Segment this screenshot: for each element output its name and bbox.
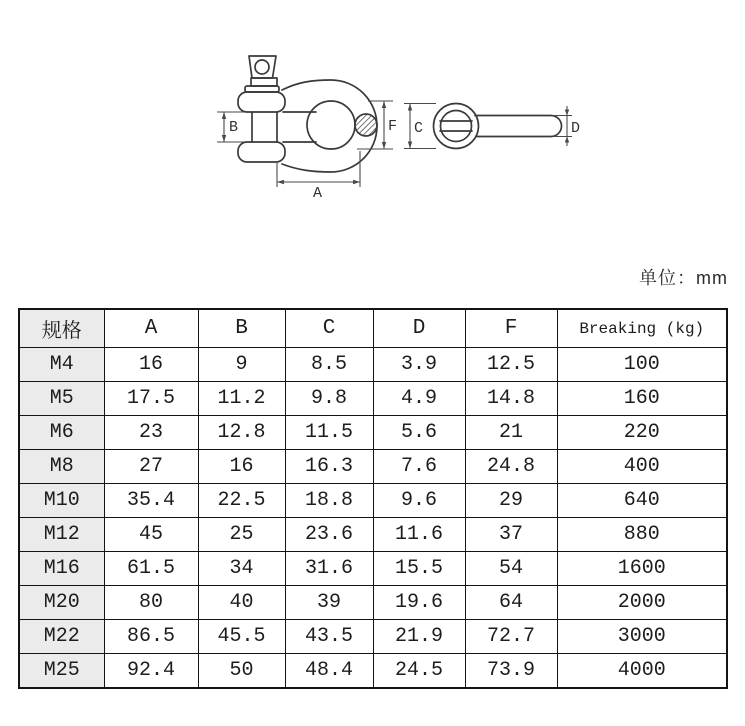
value-cell: 61.5 — [104, 552, 198, 586]
pin-head-hole — [255, 60, 269, 74]
value-cell: 23 — [104, 416, 198, 450]
value-cell: 11.5 — [285, 416, 373, 450]
value-cell: 37 — [465, 518, 557, 552]
value-cell: 15.5 — [373, 552, 465, 586]
table-row-m22 — [19, 620, 727, 654]
dimension-label-f: F — [388, 118, 398, 135]
spec-cell: M16 — [19, 552, 104, 586]
col-header-breaking: Breaking (kg) — [557, 309, 727, 348]
value-cell: 9.8 — [285, 382, 373, 416]
value-cell: 80 — [104, 586, 198, 620]
value-cell: 12.5 — [465, 348, 557, 382]
value-cell: 50 — [198, 654, 285, 689]
value-cell: 24.5 — [373, 654, 465, 689]
value-cell: 35.4 — [104, 484, 198, 518]
value-cell: 5.6 — [373, 416, 465, 450]
value-cell: 22.5 — [198, 484, 285, 518]
value-cell: 39 — [285, 586, 373, 620]
value-cell: 8.5 — [285, 348, 373, 382]
col-header-a: A — [104, 309, 198, 348]
value-cell: 12.8 — [198, 416, 285, 450]
value-cell: 16 — [198, 450, 285, 484]
value-cell: 4000 — [557, 654, 727, 689]
value-cell: 86.5 — [104, 620, 198, 654]
side-view-dimensions — [404, 104, 572, 149]
bow-cross-section-hatched — [355, 114, 377, 136]
value-cell: 24.8 — [465, 450, 557, 484]
shackle-bottom-ear — [238, 142, 285, 162]
value-cell: 45.5 — [198, 620, 285, 654]
table-row-m6 — [19, 416, 727, 450]
spec-table — [18, 308, 728, 689]
value-cell: 17.5 — [104, 382, 198, 416]
value-cell: 54 — [465, 552, 557, 586]
value-cell: 40 — [198, 586, 285, 620]
col-header-b: B — [198, 309, 285, 348]
value-cell: 43.5 — [285, 620, 373, 654]
value-cell: 7.6 — [373, 450, 465, 484]
value-cell: 19.6 — [373, 586, 465, 620]
value-cell: 31.6 — [285, 552, 373, 586]
value-cell: 220 — [557, 416, 727, 450]
value-cell: 880 — [557, 518, 727, 552]
pin-shaft-outline — [475, 116, 562, 137]
table-row-m20 — [19, 586, 727, 620]
col-header-spec: 规格 — [19, 309, 104, 348]
value-cell: 48.4 — [285, 654, 373, 689]
col-header-d: D — [373, 309, 465, 348]
spec-cell: M10 — [19, 484, 104, 518]
value-cell: 45 — [104, 518, 198, 552]
pin-side-view — [434, 104, 562, 149]
value-cell: 64 — [465, 586, 557, 620]
value-cell: 11.2 — [198, 382, 285, 416]
value-cell: 92.4 — [104, 654, 198, 689]
value-cell: 400 — [557, 450, 727, 484]
unit-note: 单位：mm — [639, 268, 728, 288]
value-cell: 25 — [198, 518, 285, 552]
value-cell: 21.9 — [373, 620, 465, 654]
spec-cell: M25 — [19, 654, 104, 689]
spec-cell: M20 — [19, 586, 104, 620]
table-row-m10 — [19, 484, 727, 518]
value-cell: 160 — [557, 382, 727, 416]
value-cell: 29 — [465, 484, 557, 518]
bow-opening-circle — [307, 101, 355, 149]
value-cell: 2000 — [557, 586, 727, 620]
value-cell: 73.9 — [465, 654, 557, 689]
table-row-m5 — [19, 382, 727, 416]
col-header-f: F — [465, 309, 557, 348]
header-row — [19, 309, 727, 348]
table-row-m4 — [19, 348, 727, 382]
value-cell: 100 — [557, 348, 727, 382]
spec-cell: M8 — [19, 450, 104, 484]
col-header-c: C — [285, 309, 373, 348]
value-cell: 27 — [104, 450, 198, 484]
pin-collar-shape — [251, 78, 277, 86]
dimension-label-d: D — [571, 120, 581, 137]
value-cell: 9 — [198, 348, 285, 382]
value-cell: 11.6 — [373, 518, 465, 552]
spec-cell: M4 — [19, 348, 104, 382]
table-row-m8 — [19, 450, 727, 484]
dimension-label-a: A — [313, 185, 323, 202]
value-cell: 34 — [198, 552, 285, 586]
table-row-m25 — [19, 654, 727, 689]
spec-cell: M5 — [19, 382, 104, 416]
shackle-top-ear — [238, 92, 285, 112]
value-cell: 21 — [465, 416, 557, 450]
value-cell: 4.9 — [373, 382, 465, 416]
pin-flange-shape — [245, 86, 279, 92]
dimension-label-b: B — [229, 119, 239, 136]
value-cell: 640 — [557, 484, 727, 518]
value-cell: 18.8 — [285, 484, 373, 518]
shackle-front-view — [238, 56, 377, 172]
shackle-technical-drawing — [0, 0, 745, 230]
value-cell: 3.9 — [373, 348, 465, 382]
value-cell: 72.7 — [465, 620, 557, 654]
value-cell: 16.3 — [285, 450, 373, 484]
table-row-m16 — [19, 552, 727, 586]
value-cell: 14.8 — [465, 382, 557, 416]
spec-cell: M12 — [19, 518, 104, 552]
table-row-m12 — [19, 518, 727, 552]
value-cell: 16 — [104, 348, 198, 382]
dimension-label-c: C — [414, 120, 424, 137]
value-cell: 1600 — [557, 552, 727, 586]
spec-cell: M6 — [19, 416, 104, 450]
value-cell: 3000 — [557, 620, 727, 654]
value-cell: 23.6 — [285, 518, 373, 552]
spec-cell: M22 — [19, 620, 104, 654]
value-cell: 9.6 — [373, 484, 465, 518]
pin-head-inner-circle — [441, 111, 472, 142]
